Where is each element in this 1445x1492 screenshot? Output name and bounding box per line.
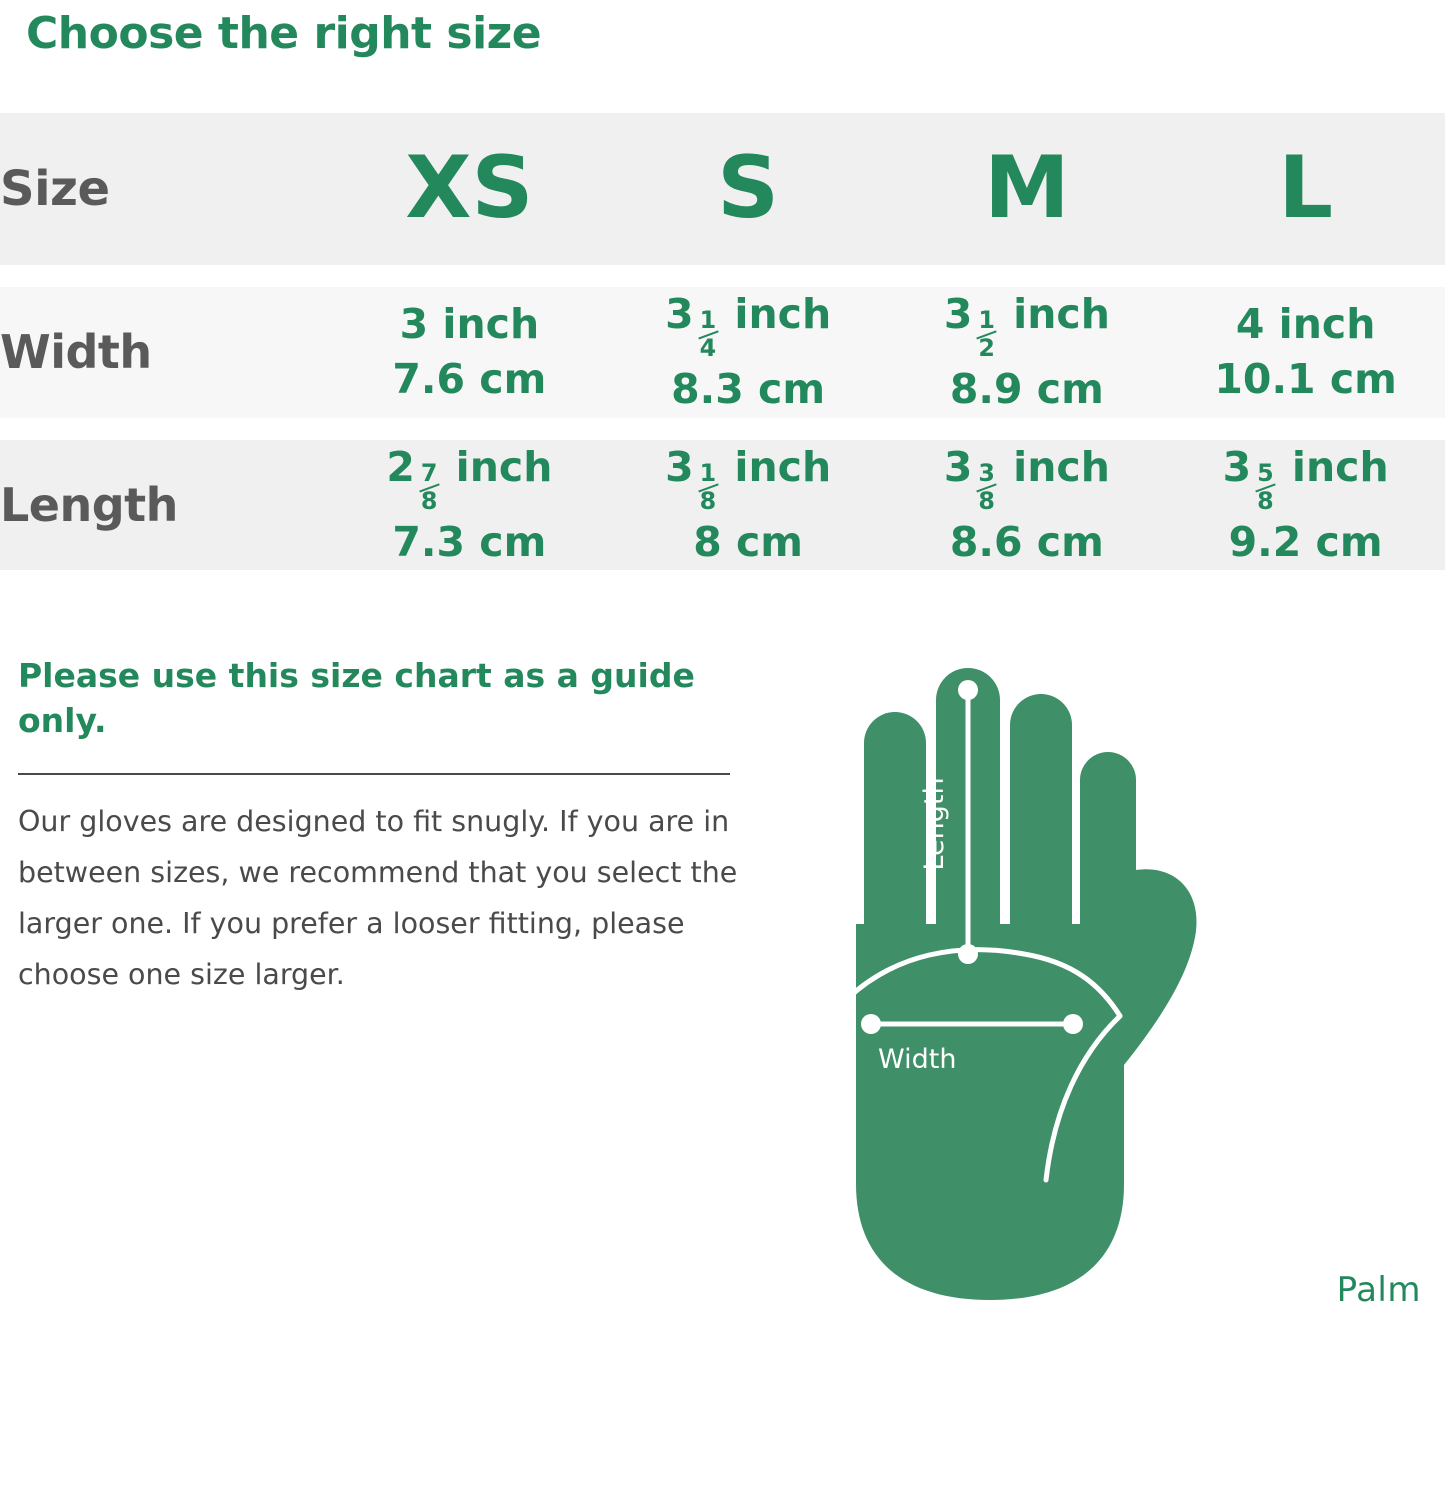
width-value-s xyxy=(609,287,888,418)
size-header-m: M xyxy=(888,113,1167,265)
hand-diagram-column xyxy=(758,654,1445,1314)
table-row-length xyxy=(0,440,1445,571)
measure-inch: 3 1 4 inch xyxy=(665,289,832,363)
page-title: Choose the right size xyxy=(26,8,542,59)
fraction: 1 4 xyxy=(699,306,717,363)
diagram-width-label: Width xyxy=(878,1044,957,1076)
measure-inch: 3 5 8 inch xyxy=(1222,442,1389,515)
measure-cm: 8.3 cm xyxy=(671,365,826,414)
table-row-size xyxy=(0,113,1445,265)
measure-inch: 3 1 8 inch xyxy=(665,442,832,515)
diagram-length-label: Length xyxy=(919,777,950,871)
fraction: 1 2 xyxy=(978,306,995,363)
measure-inch: 2 7 8 inch xyxy=(386,442,553,515)
table-spacer xyxy=(0,418,1445,440)
lower-section xyxy=(0,654,1445,1314)
length-value-xs xyxy=(330,440,609,571)
measure-cm: 7.6 cm xyxy=(392,355,547,404)
measure-cm: 8.9 cm xyxy=(949,365,1104,414)
palm-label: Palm xyxy=(1336,1270,1421,1311)
row-label-size: Size xyxy=(0,113,330,265)
measure-inch: 3 3 8 inch xyxy=(943,442,1110,515)
measure-inch: 4 inch xyxy=(1235,299,1376,348)
note-column xyxy=(18,654,758,1314)
measure-cm: 7.3 cm xyxy=(392,518,547,567)
note-body: Our gloves are designed to fit snugly. If you are in between sizes, we recommend that you select the larger one. If you prefer a looser fitting, please choose one size larger. xyxy=(18,805,738,991)
length-value-m xyxy=(888,440,1167,571)
measure-cm: 10.1 cm xyxy=(1214,355,1397,404)
measure-inch: 3 inch xyxy=(399,299,540,348)
width-value-xs xyxy=(330,287,609,418)
length-value-s xyxy=(609,440,888,571)
fraction: 3 8 xyxy=(978,459,995,515)
table-row-width xyxy=(0,287,1445,418)
length-value-l xyxy=(1166,440,1445,571)
note-heading: Please use this size chart as a guide only. xyxy=(18,656,695,740)
divider xyxy=(18,773,730,775)
row-label-width: Width xyxy=(0,287,330,418)
palm-illustration-icon xyxy=(728,624,1248,1314)
size-header-xs: XS xyxy=(330,113,609,265)
size-chart-table xyxy=(0,113,1445,571)
fraction: 1 8 xyxy=(699,459,717,515)
table-spacer xyxy=(0,265,1445,287)
measure-cm: 8.6 cm xyxy=(949,518,1104,567)
measure-cm: 9.2 cm xyxy=(1228,518,1383,567)
measure-inch: 3 1 2 inch xyxy=(943,289,1110,363)
measure-cm: 8 cm xyxy=(693,518,804,567)
width-value-l xyxy=(1166,287,1445,418)
row-label-length: Length xyxy=(0,440,330,571)
fraction: 7 8 xyxy=(420,459,438,515)
hand-diagram xyxy=(728,624,1248,1314)
fraction: 5 8 xyxy=(1257,459,1274,515)
size-header-l: L xyxy=(1166,113,1445,265)
width-value-m xyxy=(888,287,1167,418)
size-header-s: S xyxy=(609,113,888,265)
